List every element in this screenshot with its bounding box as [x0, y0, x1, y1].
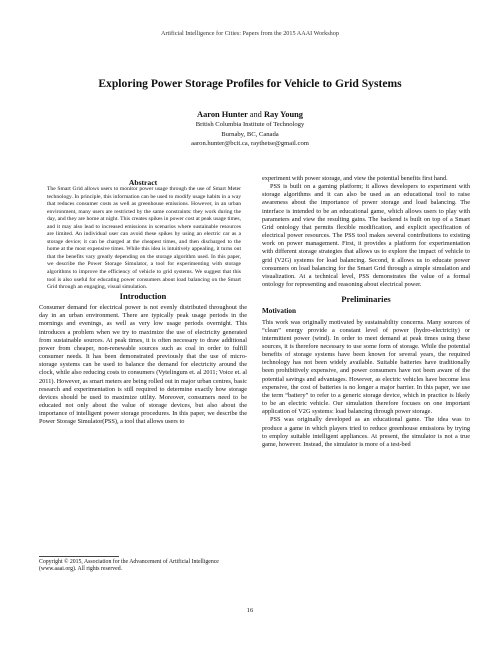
author-name: Ray Young	[263, 110, 303, 119]
page-number: 16	[246, 607, 254, 614]
paper-title: Exploring Power Storage Profiles for Vehicle to Grid Systems	[98, 77, 402, 90]
subsection-heading-motivation: Motivation	[262, 307, 296, 316]
section-heading-introduction: Introduction	[119, 291, 167, 301]
author-names	[0, 110, 500, 120]
affiliation: British Columbia Institute of Technology	[195, 120, 305, 128]
section-heading-preliminaries: Preliminaries	[341, 294, 391, 305]
author-conjunction: and	[249, 110, 262, 119]
abstract-paragraph: The Smart Grid allows users to monitor power usage through the use of Smart Meter technology. In principle, this information can be used to modify usage habits in a way that reduces consumer costs as well as greenhouse emissions. However, in an urban environment, many users are restricted by the same constraints: they work during the day, and they are home at night. This creates spikes in power cost at peak usage times, and it may also lead to increased emissions in scenarios where sustainable resources are limited. An individual user can avoid these spikes by using an electric car as a storage device; it can be charged at the cheapest times, and then discharged to the home at the most expensive times. While this idea is intuitively appealing, it turns out that the benefits vary greatly depending on the storage algorithm used. In this paper, we describe the Power Storage Simulator, a tool for experimenting with storage algorithms to improve the efficiency of vehicle to grid systems. We suggest that this tool is also useful for educating power consumers about load balancing on the Smart Grid through an engaging, visual simulation.	[47, 186, 241, 291]
author-name: Aaron Hunter	[197, 110, 248, 119]
pss-paragraph: PSS is built on a gaming platform; it allows developers to experiment with storage algorithms and it can also be used as an educational tool to raise awareness about the importance of power storage and load balancing. The interface is intended to be an educational game, which allows users to play with parameters and view the resulting gains. The backend is built on top of a Smart Grid ontology that permits flexible modification, and explicit specification of electrical power resources. The PSS tool makes several contributions to existing work on power management. First, it provides a platform for experimentation with different storage strategies that allows us to explore the impact of vehicle to grid (V2G) systems for load balancing. Second, it allows us to educate power consumers on load balancing for the Smart Grid through a simple simulation and visualization. At a technical level, PSS demonstrates the value of a formal ontology for representing and reasoning about electrical power.	[262, 183, 470, 289]
workshop-header: Artificial Intelligence for Cities: Papers from the 2015 AAAI Workshop	[161, 30, 339, 37]
footnote-divider	[39, 556, 119, 557]
right-column	[262, 175, 470, 449]
copyright-footnote: Copyright © 2015, Association for the Advancement of Artificial Intelligence (www.aaai.org). All rights reserved.	[39, 559, 219, 573]
location: Burnaby, BC, Canada	[221, 130, 279, 138]
author-emails: aaron.hunter@bcit.ca, raythetse@gmail.com	[191, 140, 309, 148]
motivation-paragraph: This work was originally motivated by sustainability concerns. Many sources of “clean” energy provide a constant level of power (hydro-electricity) or intermittent power (wind). In order to meet demand at peak times using these sources, it is therefore necessary to use some form of storage. While the potential benefits of storage systems have been known for several years, the required technology has not been widely available. Suitable batteries have traditionally been prohibitively expensive, and power consumers have not been aware of the potential savings and advantages. However, as electric vehicles have become less expensive, the cost of batteries is no longer a major barrier. In this paper, we use the term “battery” to refer to a generic storage device, which in practice is likely to be an electric vehicle. Our simulation therefore focuses on one important application of V2G systems: load balancing through power storage.	[262, 318, 470, 416]
continued-paragraph: experiment with power storage, and view the potential benefits first hand.	[262, 175, 448, 182]
abstract-heading: Abstract	[128, 178, 158, 187]
author-block	[0, 110, 500, 149]
left-column	[39, 286, 247, 427]
abstract-text	[47, 186, 241, 292]
motivation-paragraph: PSS was originally developed as an educational game. The idea was to produce a game in which players tried to reduce greenhouse emissions by trying to employ suitable intelligent appliances. At present, the simulator is not a true game, however. Instead, the simulator is more of a test-bed	[262, 416, 470, 448]
introduction-paragraph: Consumer demand for electrical power is not evenly distributed throughout the day in an urban environment. There are typically peak usage periods in the mornings and evenings, as well as very low usage periods overnight. This introduces a problem when we try to maximize the use of electricity generated from sustainable sources. At peak times, it is often necessary to draw additional power from cheaper, non-renewable sources such as coal in order to fulfill consumer needs. It has been demonstrated previously that the use of micro-storage systems can be used to balance the demand for electricity around the clock, while also reducing costs to consumers (Vytelingum et. al 2011; Voice et. al 2011). However, as smart meters are being rolled out in major urban centres, basic research and experimentation is still required to determine exactly how storage devices should be used to maximize utility. Moreover, consumers need to be educated not only about the value of storage devices, but also about the importance of intelligent power storage procedures. In this paper, we describe the Power Storage Simulator(PSS), a tool that allows users to	[39, 304, 247, 426]
